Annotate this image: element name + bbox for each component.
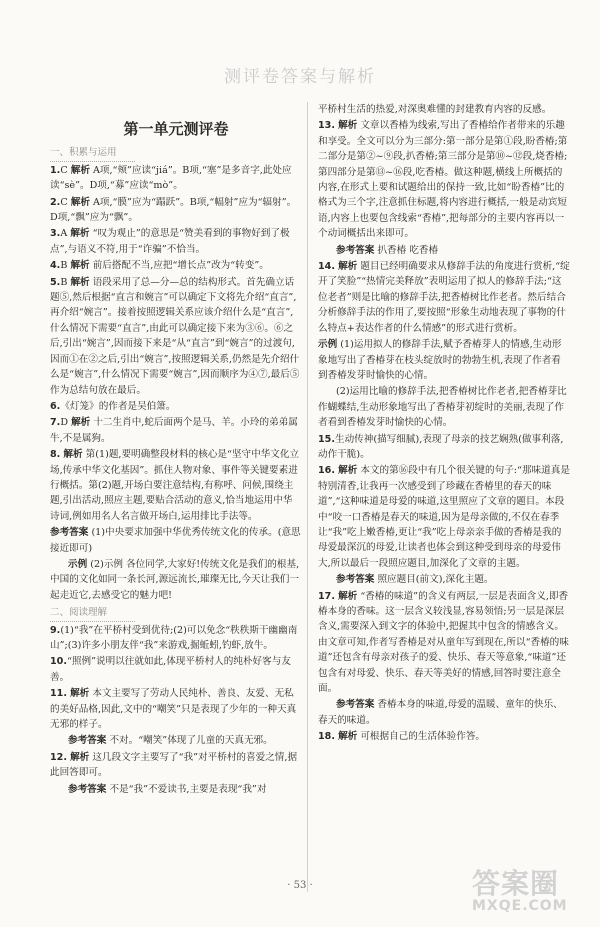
- answer-14-example-1: 示例 (1)运用拟人的修辞手法,赋予香椿芽人的情感,生动形象地写出了香椿芽在枝头绽放时的勃勃生机,表现了作者看到香椿发芽时愉快的心情。: [318, 339, 562, 381]
- answer-3: 3.A 解析 “叹为观止”的意思是“赞美看到的事物好到了极点”,与语义不符,用于“诈骗”不恰当。: [50, 228, 290, 255]
- answer-13-reference: 参考答案 扒香椿 吃香椿: [336, 244, 439, 256]
- answer-7: 7.D 解析 十二生肖中,蛇后面两个是马、羊。小玲的弟弟属牛,不是属狗。: [50, 417, 298, 444]
- page-number: · 53 ·: [287, 880, 313, 891]
- right-column: [318, 102, 570, 746]
- answer-4: 4.B 解析 前后搭配不当,应把“增长点”改为“转变”。: [50, 260, 269, 272]
- answer-18: 18. 解析 可根据自己的生活体验作答。: [318, 731, 486, 743]
- answer-12: 12. 解析 这几段文字主要写了“我”对平桥村的喜爱之情,据此回答即可。: [50, 751, 298, 779]
- answer-17-reference: 参考答案 香椿本身的味道,母爱的温暖、童年的快乐、春天的味道。: [318, 699, 563, 726]
- answer-14-example-2: (2)运用比喻的修辞手法,把香椿树比作老者,把香椿芽比作蝴蝶结,生动形象地写出了香椿芽初绽时的美丽,表现了作者看到香椿发芽时愉快的心情。: [318, 386, 567, 429]
- answer-8: 8. 解析 第(1)题,要明确整段材料的核心是“坚守中华文化立场,传承中华文化基因”。抓住人物对象、事件等关键要素进行概括。第(2)题,开场白要注意结构,有称呼、问候,围绕主题,引出活动,照应主题,要贴合活动的意义,恰当地运用中华诗词,例如用名人名言做开场白,运用排比手法等。: [50, 449, 300, 522]
- section-heading-2: 二、阅读理解: [50, 605, 135, 621]
- answer-12-reference: 参考答案 不是“我”不爱读书,主要是表现“我”对: [68, 783, 267, 795]
- answer-16-reference: 参考答案 照应题目(前文),深化主题。: [336, 574, 494, 586]
- answer-6: 6.《灯笼》的作者是吴伯箫。: [50, 400, 176, 412]
- answer-14: 14. 解析 题目已经明确要求从修辞手法的角度进行赏析,“绽开了笑脸”“热情完美释放”表明运用了拟人的修辞手法;“这位老者”则是比喻的修辞手法,把香椿树比作老者。然后结合分析修辞手法的作用了,要按照“形象生动地表现了事物的什么特点+表达作者的什么情感”的形式进行赏析。: [318, 261, 570, 334]
- answer-11-reference: 参考答案 不对。“嘲笑”体现了儿童的天真无邪。: [68, 735, 273, 747]
- watermark-url: MXQE.COM: [472, 898, 568, 914]
- answer-15: 15.生动传神(描写细腻),表现了母亲的技艺娴熟(做事利落,动作干脆)。: [318, 433, 564, 460]
- section-heading-1: 一、积累与运用: [50, 145, 135, 161]
- answer-11: 11. 解析 本文主要写了劳动人民纯朴、善良、友爱、无私的美好品格,因此,文中的“嘲笑”只是表现了少年的一种天真无邪的样子。: [50, 688, 297, 731]
- answer-2: 2.C 解析 A项,“膜”应为“蹋跃”。B项,“幅射”应为“辐射”。D项,“飘”应为“飘”。: [50, 196, 297, 224]
- answer-1: 1.C 解析 A项,“颊”应读“jiá”。B项,“塞”是多音字,此处应读“sè”。D项,“募”应读“mò”。: [50, 164, 292, 192]
- watermark-logo: [472, 862, 592, 920]
- left-column: [50, 112, 302, 798]
- answer-9: 9.(1)“我”在平桥村受到优待;(2)可以免念“秩秩斯干幽幽南山”;(3)许多小朋友伴“我”来游戏,掘蚯蚓,钓虾,放牛。: [50, 624, 298, 651]
- answer-16: 16. 解析 本文的第⑯段中有几个很关键的句子:“那味道真是特别清香,让我再一次感受到了珍藏在香椿里的春天的味道”,“这种味道是母爱的味道,这里照应了文章的题目。本段中“咬一口香椿是春天的味道,因为是母亲做的,不仅在春季让“我”吃上嫩香椿,更让“我”吃上母亲亲手做的香椿是我的母爱最深沉的母爱,让读者也体会到这种受到母亲的母爱伟大,所以最后一段照应题目,加深化了文章的主题。: [318, 465, 570, 569]
- answer-8-reference: 参考答案 (1)中央要求加强中华优秀传统文化的传承。(意思接近即可): [50, 527, 301, 554]
- answer-12-continued: 平桥村生活的热爱,对深奥难懂的封建教育内容的反感。: [318, 104, 552, 115]
- column-divider: [307, 102, 308, 892]
- answer-8-example: 示例 (2)示例 各位同学,大家好!传统文化是我们的根基,中国的文化如同一条长河,源远流长,璀璨无比,今天让我们一起走近它,去感受它的魅力吧!: [50, 558, 300, 601]
- watermark-text: 答案圈: [472, 867, 560, 900]
- answer-13: 13. 解析 文章以香椿为线索,写出了香椿给作者带来的乐趣和享受。全文可以分为三部分:第一部分是第①段,盼香椿;第二部分是第②~⑨段,扒香椿;第三部分是第⑩~⑫段,烧香椿;第四部分是第⑬~⑯段,吃香椿。做这种题,横线上所概括的内容,在形式上要和试题给出的保持一致,比如“盼香椿”比的格式为三个字,注意抓住标题,将内容进行概括,一般是动宾短语,内容上也要包含线索“香椿”,把每部分的主要内容再以一个动词概括出来即可。: [318, 120, 568, 240]
- answer-10: 10.“照例”说明以往就如此,体现平桥村人的纯朴好客与友善。: [50, 656, 291, 683]
- answer-5: 5.B 解析 语段采用了总—分—总的结构形式。首先确立话题⑤,然后根据“直言和婉言”可以确定下文将先介绍“直言”,再介绍“婉言”。接着按照逻辑关系应该介绍什么是“直言”,什么情况下需要“直言”,由此可以确定接下来为③⑥。⑥之后,引出“婉言”,因而接下来是“从“直言”到“婉言”的过渡句,因而①在②之后,引出“婉言”,按照逻辑关系,仍然是先介绍什么是“婉言”,什么情况下需要“婉言”,因而顺序为④⑦,最后⑤作为总结句放在最后。: [50, 276, 300, 396]
- unit-title: 第一单元测评卷: [123, 120, 229, 138]
- page-header: 测评卷答案与解析: [224, 67, 376, 87]
- answer-17: 17. 解析 “香椿的味道”的含义有两层,一层是表面含义,即香椿本身的香味。这一层含义较浅显,容易领悟;另一层是深层含义,需要深入到文字的体验中,把握其中包含的情感含义。由文章可知,作者写香椿是对从童年写到现在,所以“香椿的味道”还包含有母亲对孩子的爱、快乐、春天等意象,“味道”还包含有对母爱、快乐、春天等美好的情感,回答时要注意全面。: [318, 590, 569, 695]
